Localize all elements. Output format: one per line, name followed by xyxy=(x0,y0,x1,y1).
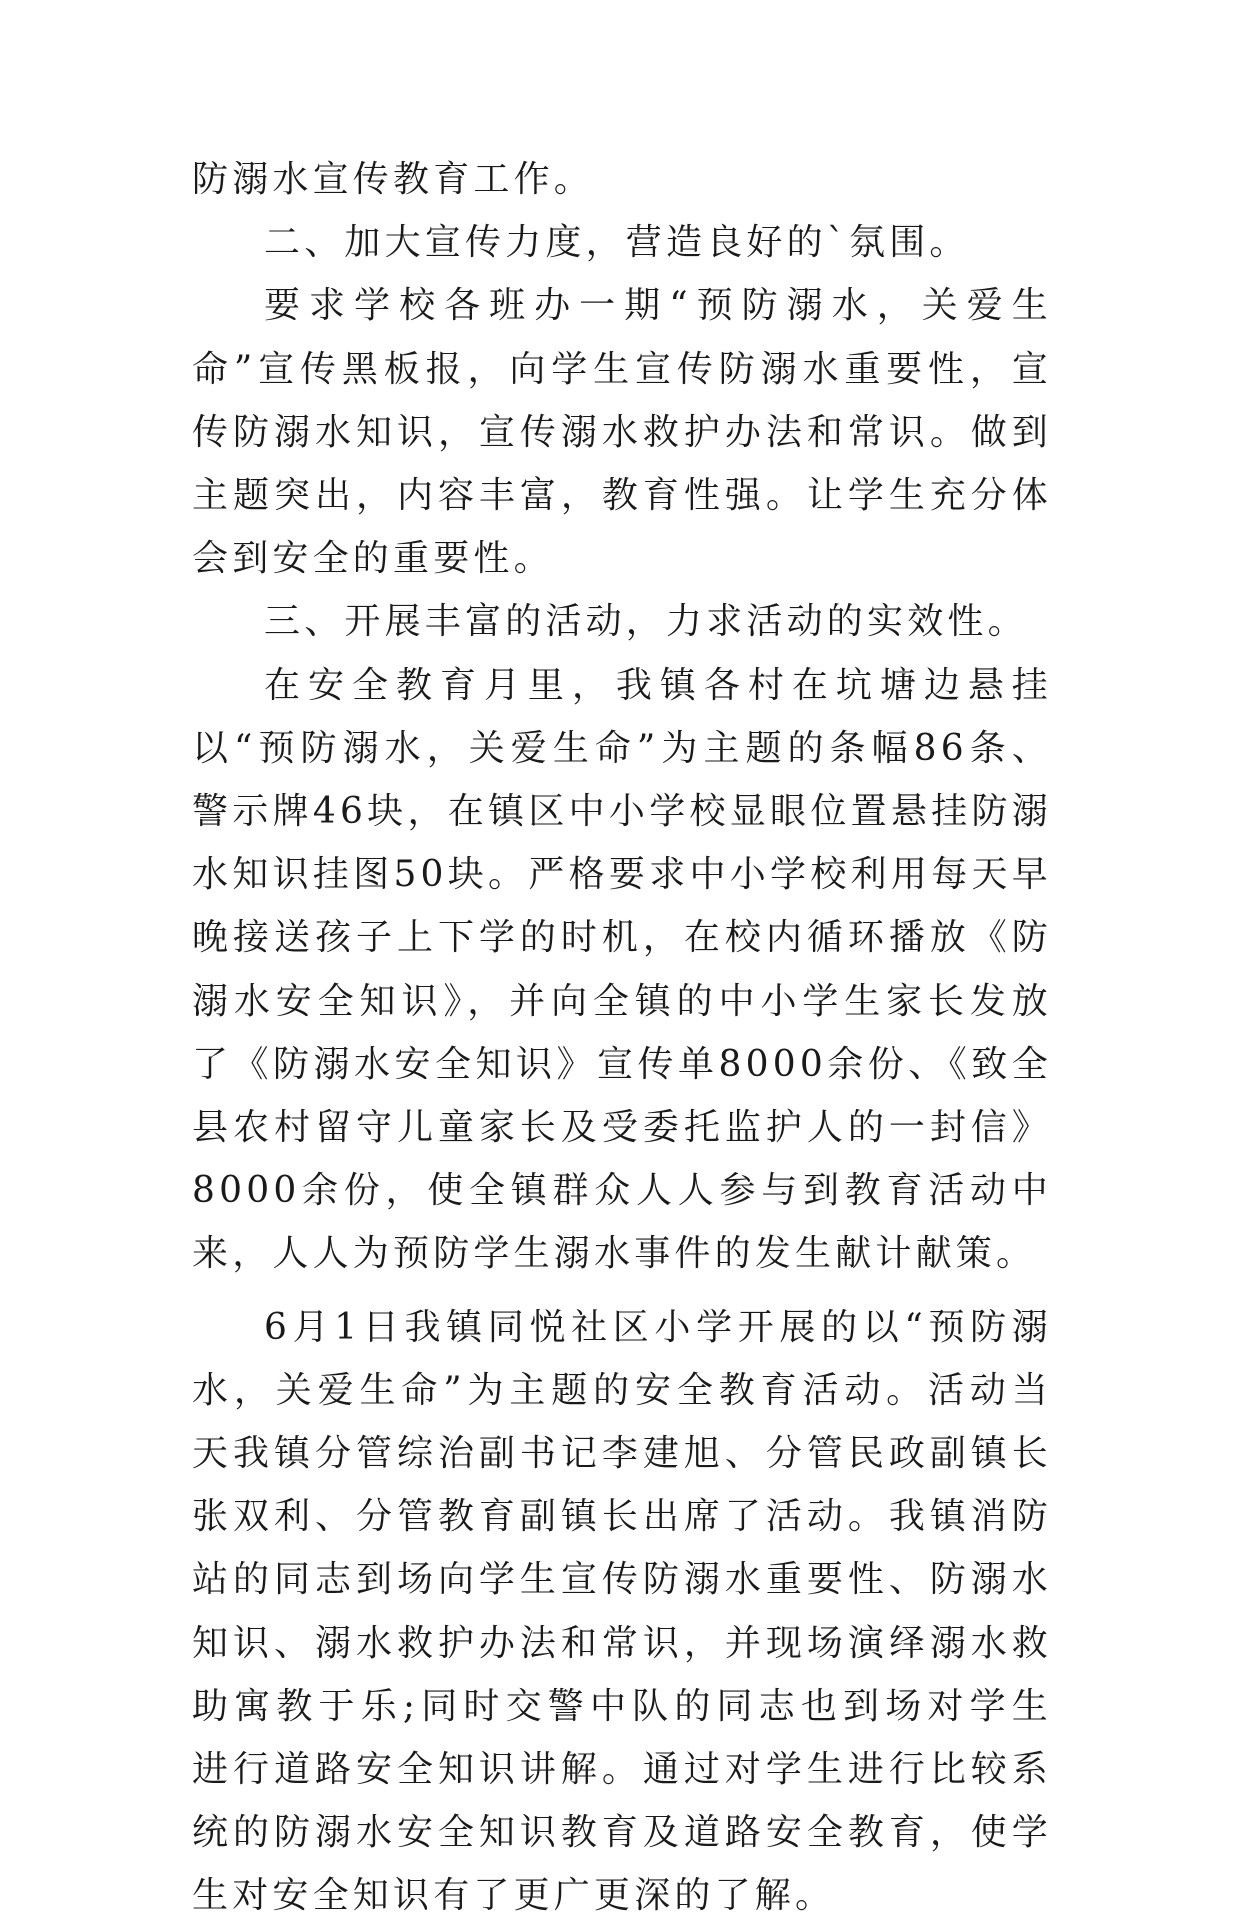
paragraph-blackboard: 要求学校各班办一期“预防溺水，关爱生命”宣传黑板报，向学生宣传防溺水重要性，宣传防溺水知识，宣传溺水救护办法和常识。做到主题突出，内容丰富，教育性强。让学生充分体会到安全的重要性。 xyxy=(192,285,1052,580)
paragraph-education-month: 在安全教育月里，我镇各村在坑塘边悬挂以“预防溺水，关爱生命”为主题的条幅86条、警示牌46块，在镇区中小学校显眼位置悬挂防溺水知识挂图50块。严格要求中小学校利用每天早晚接送孩子上下学的时机，在校内循环播放《防溺水安全知识》，并向全镇的中小学生家长发放了《防溺水安全知识》宣传单8000余份、《致全县农村留守儿童家长及受委托监护人的一封信》8000余份，使全镇群众人人参与到教育活动中来，人人为预防学生溺水事件的发生献计献策。 xyxy=(192,664,1052,1275)
paragraph-june-activity: 6月1日我镇同悦社区小学开展的以“预防溺水，关爱生命”为主题的安全教育活动。活动当天我镇分管综治副书记李建旭、分管民政副镇长张双利、分管教育副镇长出席了活动。我镇消防站的同志到场向学生宣传防溺水重要性、防溺水知识、溺水救护办法和常识，并现场演绎溺水救助寓教于乐;同时交警中队的同志也到场对学生进行道路安全知识讲解。通过对学生进行比较系统的防溺水安全知识教育及道路安全教育，使学生对安全知识有了更广更深的了解。 xyxy=(192,1306,1052,1917)
section-heading-2: 二、加大宣传力度，营造良好的`氛围。 xyxy=(264,222,970,264)
paragraph-continuation: 防溺水宣传教育工作。 xyxy=(192,159,595,200)
document-body xyxy=(192,148,1052,1928)
section-heading-3: 三、开展丰富的活动，力求活动的实效性。 xyxy=(264,601,1028,643)
